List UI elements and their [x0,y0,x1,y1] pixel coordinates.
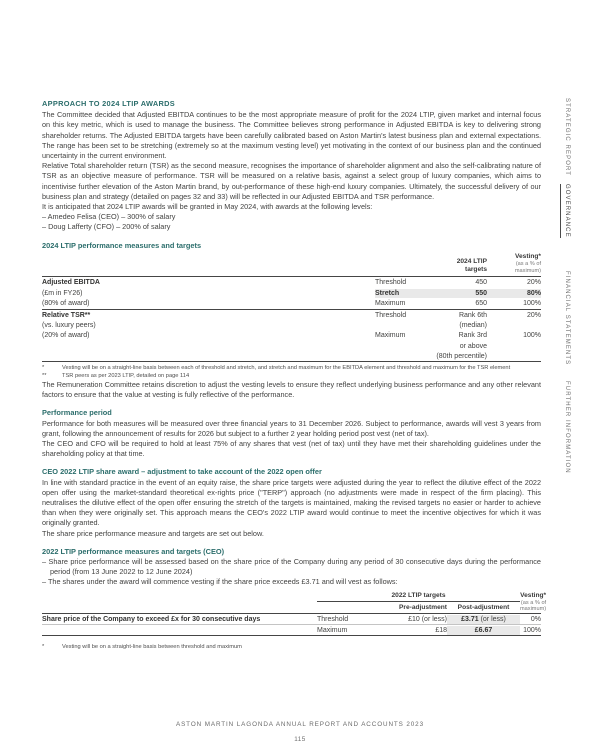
table-row [42,614,541,625]
table-row [42,352,541,363]
subsection-heading: CEO 2022 LTIP share award – adjustment to take account of the 2022 open offer [42,467,322,477]
table-row [42,309,541,320]
paragraph: The Remuneration Committee retains discretion to adjust the vesting levels to ensure they reflect underlying business performance and any other relevant factors to ensure that the value at vesting is fully reflective of the performance. [42,380,541,400]
table-row [42,625,541,636]
vesting-cell: 100% [523,332,541,340]
target-cell: (80th percentile) [436,352,487,360]
paragraph: The Committee decided that Adjusted EBITDA continues to be the most appropriate measure of profit for the 2024 LTIP, given market and internal focus on this key metric, which is used to manage the business. The Committee believes strong performance in Adjusted EBITDA is key to delivering strong shareholder returns. The Adjusted EBITDA targets have been carefully calibrated based on Aston Martin's latest business plan and external expectations. The range has been set to be stretching (extremely so at the maximum vesting level) yet motivating in the context of our business plan and the continued uncertainty in the current environment. [42,110,541,161]
targets-column-header: 2024 LTIP targets [456,258,487,274]
target-cell: (median) [459,321,487,329]
post-adjustment-cell: £3.71 (or less) [447,615,520,624]
vesting-cell: 0% [530,615,541,623]
table-row [42,341,541,352]
level-cell: Threshold [375,311,407,319]
award-level-item: – Amedeo Felisa (CEO) – 300% of salary [42,212,176,222]
measure-cell: (£m in FY26) [42,289,83,297]
pre-adjustment-cell: £18 [435,626,447,634]
vesting-cell: 20% [526,279,541,287]
table-row [42,277,541,288]
paragraph: The CEO and CFO will be required to hold at least 75% of any shares that vest (net of tax) until they have met their shareholding guidelines under the shareholding policy at that time. [42,439,541,459]
footnote: * Vesting will be on a straight-line basis between threshold and maximum [42,644,242,651]
group-column-header: 2022 LTIP targets [317,592,520,602]
vesting-cell: 100% [523,626,541,634]
vesting-column-header: Vesting* (as a % of maximum) [520,591,547,613]
ltip-2024-table [42,253,541,362]
paragraph: Performance for both measures will be measured over three financial years to 31 December 2026. Subject to performance, awards will vest 3 years from grant, following the announcement of results for 2026 but subject to a further 2 year holding period post vest (net of tax). [42,418,541,438]
vesting-column-header: Vesting* (as a % of maximum) [514,252,541,274]
footnote: ** TSR peers as per 2023 LTIP, detailed on page 114 [42,372,190,379]
measure-cell: (80% of award) [42,300,90,308]
sidebar-item-further-information: FURTHER INFORMATION [564,381,570,474]
table-row [42,288,541,299]
table-row [42,299,541,310]
level-cell: Maximum [317,626,348,634]
sidebar-item-financial-statements: FINANCIAL STATEMENTS [564,271,570,366]
level-cell: Maximum [375,332,406,340]
footer-report-title: ASTON MARTIN LAGONDA ANNUAL REPORT AND ACCOUNTS 2023 [175,721,424,728]
target-cell: Rank 3rd [458,332,487,340]
target-cell: 650 [475,300,487,308]
vesting-cell: 20% [526,311,541,319]
measure-cell: Adjusted EBITDA [42,279,100,287]
award-level-item: – Doug Lafferty (CFO) – 200% of salary [42,222,171,232]
level-cell: Stretch [375,289,431,298]
ltip-2022-table [42,591,547,637]
table-row [42,320,541,331]
subsection-heading: Performance period [42,408,112,418]
measure-cell: (vs. luxury peers) [42,321,96,329]
sidebar-item-strategic-report: STRATEGIC REPORT [564,98,570,177]
table-footnotes [42,644,541,651]
footnote: * Vesting will be on a straight-line basis between each of threshold and stretch, and stretch and maximum for the EBITDA element and threshold and maximum for the TSR element [42,365,511,372]
target-cell: 450 [475,279,487,287]
table-footnotes [42,365,541,380]
table-title-2022: 2022 LTIP performance measures and targets (CEO) [42,546,225,556]
target-cell: Rank 6th [458,311,487,319]
vesting-cell: 100% [523,300,541,308]
post-adjustment-cell: £6.67 [447,626,520,635]
bullet-item: – The shares under the award will commence vesting if the share price exceeds £3.71 and will vest as follows: [42,577,398,587]
measure-cell: Relative TSR** [42,311,91,319]
measure-cell: (20% of award) [42,332,90,340]
level-cell: Threshold [375,279,407,287]
target-cell: or above [459,342,487,350]
section-heading: APPROACH TO 2024 LTIP AWARDS [42,99,175,108]
main-content [42,99,547,652]
table-row [42,330,541,341]
paragraph: It is anticipated that 2024 LTIP awards will be granted in May 2024, with awards at the following levels: [42,202,373,212]
table-header-row [42,253,541,278]
table-header-row [42,591,547,614]
pre-adjustment-header: Pre-adjustment [399,603,447,611]
measure-cell: Share price of the Company to exceed £x for 30 consecutive days [42,615,261,623]
vesting-cell: 80% [487,289,541,298]
paragraph: The share price performance measure and targets are set out below. [42,528,264,538]
target-cell: 550 [431,289,487,298]
sidebar-item-governance: GOVERNANCE [560,184,570,238]
table-title-2024: 2024 LTIP performance measures and targets [42,240,202,250]
paragraph: Relative Total shareholder return (TSR) as the second measure, recognises the importance of shareholder alignment and also the self-calibrating nature of TSR as an objective measure of performance. TSR will be measured on a relative basis, against a select group of luxury companies, which aims to incentivise further elevation of the Aston Martin brand, by out-performance of these high-end luxury companies. Ultimately, the successful delivery of our business plan and strategy (detailed on pages 32 and 33) will be reflected in our Adjusted EBITDA and TSR performance. [42,161,541,201]
footer-page-number: 115 [294,736,306,743]
level-cell: Threshold [317,615,349,623]
pre-adjustment-cell: £10 (or less) [408,615,447,623]
level-cell: Maximum [375,300,406,308]
bullet-item: – Share price performance will be assessed based on the share price of the Company during any period of 30 consecutive days during the performance period (from 13 June 2022 to 12 June 2024) [42,557,541,577]
paragraph: In line with standard practice in the event of an equity raise, the share price targets were adjusted during the year to reflect the dilutive effect of the 2022 open offer using the market-standard theoretical ex-rights price ("TERP") approach (no adjustments were made in respect of the firm placing). This neutralises the dilutive effect of the open offer ensuring the stretch of the targets is maintained, making the revised targets no easier or harder to achieve than when they were originally set. This approach means the CEO's 2022 LTIP award would continue to meet the incentive objectives for which it was originally granted. [42,477,541,528]
post-adjustment-header: Post-adjustment [457,603,510,611]
